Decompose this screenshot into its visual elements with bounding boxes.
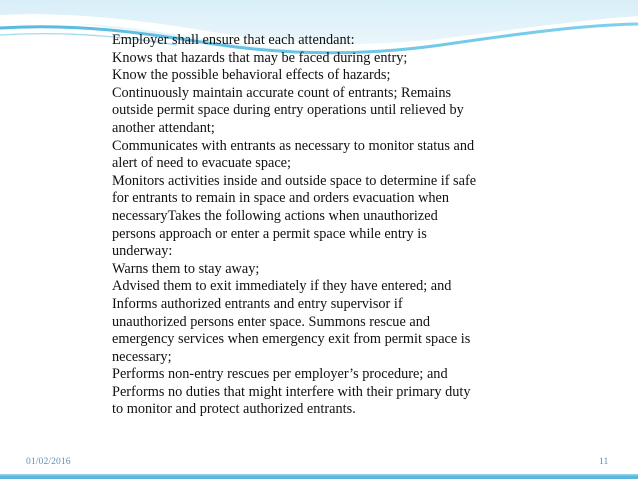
body-line: Continuously maintain accurate count of entrants; Remains — [112, 84, 452, 101]
body-line: persons approach or enter a permit space while entry is — [112, 225, 427, 242]
body-line: for entrants to remain in space and orders evacuation when — [112, 190, 450, 207]
body-line: Knows that hazards that may be faced during entry; — [112, 49, 408, 66]
body-line: Employer shall ensure that each attendant: — [112, 32, 355, 48]
body-line: Informs authorized entrants and entry supervisor if — [112, 295, 403, 312]
slide-number: 11 — [599, 456, 609, 467]
body-line: Performs no duties that might interfere with their primary duty — [112, 383, 471, 400]
body-line: Know the possible behavioral effects of hazards; — [112, 67, 391, 84]
body-line: Warns them to stay away; — [112, 260, 260, 277]
bottom-rule-decoration — [0, 474, 638, 479]
body-line: unauthorized persons enter space. Summons rescue and — [112, 313, 431, 330]
footer-date: 01/02/2016 — [26, 456, 71, 467]
body-line: Advised them to exit immediately if they have entered; and — [112, 278, 452, 295]
body-line: Monitors activities inside and outside space to determine if safe — [112, 172, 477, 189]
body-line: to monitor and protect authorized entrants. — [112, 401, 356, 418]
body-line: Performs non-entry rescues per employer’s procedure; and — [112, 366, 448, 383]
body-line: outside permit space during entry operations until relieved by — [112, 102, 464, 119]
body-line: emergency services when emergency exit from permit space is — [112, 331, 471, 348]
body-line: underway: — [112, 243, 173, 260]
slide-body-text — [112, 32, 552, 419]
body-line: alert of need to evacuate space; — [112, 155, 292, 172]
body-line: Communicates with entrants as necessary to monitor status and — [112, 137, 475, 154]
body-line: necessaryTakes the following actions when unauthorized — [112, 207, 438, 224]
body-line: necessary; — [112, 348, 172, 365]
body-line: another attendant; — [112, 119, 215, 136]
